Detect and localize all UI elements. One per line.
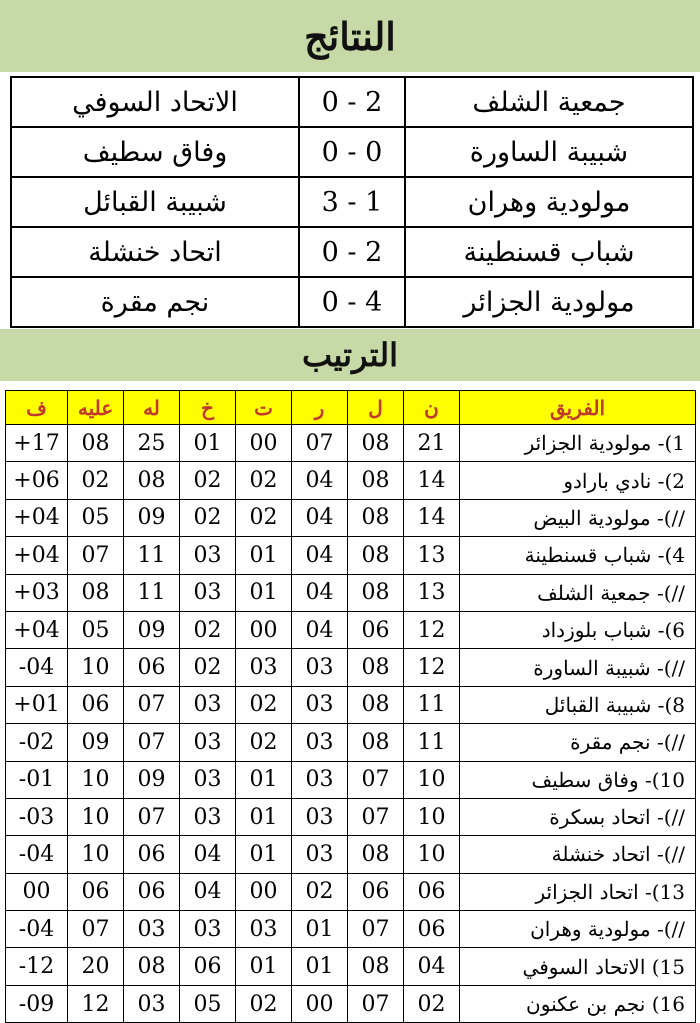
stat-cell: 03 xyxy=(292,686,348,723)
stat-cell: 11 xyxy=(124,537,180,574)
stat-cell: 12 xyxy=(68,985,124,1022)
stat-cell: 04- xyxy=(6,649,68,686)
stat-cell: 03 xyxy=(180,537,236,574)
team-name: 1)- مولودية الجزائر xyxy=(460,425,696,462)
stat-cell: 12- xyxy=(6,948,68,985)
team-name: 6)- شباب بلوزداد xyxy=(460,611,696,648)
column-header: الفريق xyxy=(460,391,696,425)
stat-cell: 07 xyxy=(348,798,404,835)
stat-cell: 03 xyxy=(180,798,236,835)
stat-cell: 12 xyxy=(404,611,460,648)
stat-cell: 03 xyxy=(292,798,348,835)
home-team: مولودية الجزائر xyxy=(405,277,693,327)
stat-cell: 14 xyxy=(404,462,460,499)
stat-cell: 14 xyxy=(404,499,460,536)
stat-cell: 01 xyxy=(236,574,292,611)
result-row xyxy=(11,177,693,227)
result-row xyxy=(11,277,693,327)
stat-cell: 06 xyxy=(124,836,180,873)
stat-cell: 06 xyxy=(68,873,124,910)
stat-cell: 04 xyxy=(180,873,236,910)
standings-row xyxy=(6,649,696,686)
home-team: مولودية وهران xyxy=(405,177,693,227)
stat-cell: 07 xyxy=(124,798,180,835)
stat-cell: 08 xyxy=(348,499,404,536)
team-name: //)- اتحاد بسكرة xyxy=(460,798,696,835)
stat-cell: 03 xyxy=(292,761,348,798)
match-score: 3 - 1 xyxy=(299,177,405,227)
stat-cell: 06 xyxy=(348,611,404,648)
stat-cell: 06 xyxy=(68,686,124,723)
team-name: 15) الاتحاد السوفي xyxy=(460,948,696,985)
stat-cell: 01 xyxy=(236,761,292,798)
standings-row xyxy=(6,724,696,761)
home-team: شبيبة الساورة xyxy=(405,127,693,177)
stat-cell: 04 xyxy=(292,611,348,648)
away-team: نجم مقرة xyxy=(11,277,299,327)
match-score: 0 - 4 xyxy=(299,277,405,327)
stat-cell: 04- xyxy=(6,836,68,873)
column-header: ر xyxy=(292,391,348,425)
standings-row xyxy=(6,985,696,1022)
stat-cell: 05 xyxy=(68,499,124,536)
team-name: //)- جمعية الشلف xyxy=(460,574,696,611)
stat-cell: 07 xyxy=(68,911,124,948)
standings-title: الترتيب xyxy=(0,329,700,381)
stat-cell: 02 xyxy=(236,462,292,499)
stat-cell: 07 xyxy=(348,761,404,798)
stat-cell: 25 xyxy=(124,425,180,462)
stat-cell: 08 xyxy=(348,948,404,985)
stat-cell: 00 xyxy=(236,873,292,910)
stat-cell: 08 xyxy=(348,724,404,761)
column-header: له xyxy=(124,391,180,425)
stat-cell: 01 xyxy=(236,836,292,873)
stat-cell: 12 xyxy=(404,649,460,686)
standings-row xyxy=(6,686,696,723)
column-header: ن xyxy=(404,391,460,425)
column-header: خ xyxy=(180,391,236,425)
stat-cell: 05 xyxy=(180,985,236,1022)
result-row xyxy=(11,227,693,277)
stat-cell: 03 xyxy=(180,761,236,798)
stat-cell: 13 xyxy=(404,574,460,611)
stat-cell: 08 xyxy=(68,425,124,462)
team-name: //)- نجم مقرة xyxy=(460,724,696,761)
stat-cell: 06 xyxy=(124,873,180,910)
stat-cell: 01+ xyxy=(6,686,68,723)
team-name: 16) نجم بن عكنون xyxy=(460,985,696,1022)
stat-cell: 04 xyxy=(292,499,348,536)
team-name: //)- شبيبة الساورة xyxy=(460,649,696,686)
match-score: 0 - 2 xyxy=(299,77,405,127)
stat-cell: 10 xyxy=(404,836,460,873)
results-title: النتائج xyxy=(0,0,700,72)
stat-cell: 08 xyxy=(124,948,180,985)
stat-cell: 02 xyxy=(180,462,236,499)
stat-cell: 03 xyxy=(180,686,236,723)
team-name: 13)- اتحاد الجزائر xyxy=(460,873,696,910)
column-header: عليه xyxy=(68,391,124,425)
stat-cell: 17+ xyxy=(6,425,68,462)
stat-cell: 02 xyxy=(180,649,236,686)
standings-row xyxy=(6,798,696,835)
team-name: 2)- نادي بارادو xyxy=(460,462,696,499)
stat-cell: 01 xyxy=(292,948,348,985)
home-team: جمعية الشلف xyxy=(405,77,693,127)
stat-cell: 03 xyxy=(124,985,180,1022)
stat-cell: 03 xyxy=(180,911,236,948)
stat-cell: 09 xyxy=(124,499,180,536)
stat-cell: 09 xyxy=(124,761,180,798)
stat-cell: 21 xyxy=(404,425,460,462)
away-team: شبيبة القبائل xyxy=(11,177,299,227)
team-name: 4)- شباب قسنطينة xyxy=(460,537,696,574)
away-team: وفاق سطيف xyxy=(11,127,299,177)
stat-cell: 10 xyxy=(68,836,124,873)
stat-cell: 06 xyxy=(124,649,180,686)
column-header: ت xyxy=(236,391,292,425)
standings-row xyxy=(6,425,696,462)
stat-cell: 01- xyxy=(6,761,68,798)
match-score: 0 - 2 xyxy=(299,227,405,277)
stat-cell: 01 xyxy=(236,537,292,574)
stat-cell: 00 xyxy=(236,425,292,462)
stat-cell: 10 xyxy=(68,761,124,798)
standings-header-row xyxy=(6,391,696,425)
stat-cell: 08 xyxy=(348,462,404,499)
stat-cell: 04+ xyxy=(6,499,68,536)
stat-cell: 03- xyxy=(6,798,68,835)
match-score: 0 - 0 xyxy=(299,127,405,177)
standings-row xyxy=(6,611,696,648)
stat-cell: 02 xyxy=(180,611,236,648)
stat-cell: 00 xyxy=(6,873,68,910)
stat-cell: 04 xyxy=(404,948,460,985)
stat-cell: 01 xyxy=(292,911,348,948)
stat-cell: 07 xyxy=(348,985,404,1022)
stat-cell: 07 xyxy=(348,911,404,948)
stat-cell: 01 xyxy=(236,798,292,835)
team-name: 8)- شبيبة القبائل xyxy=(460,686,696,723)
standings-row xyxy=(6,911,696,948)
team-name: //)- اتحاد خنشلة xyxy=(460,836,696,873)
stat-cell: 01 xyxy=(236,948,292,985)
stat-cell: 07 xyxy=(292,425,348,462)
stat-cell: 08 xyxy=(348,686,404,723)
stat-cell: 03 xyxy=(124,911,180,948)
team-name: //)- مولودية البيض xyxy=(460,499,696,536)
stat-cell: 11 xyxy=(404,724,460,761)
stat-cell: 11 xyxy=(124,574,180,611)
stat-cell: 08 xyxy=(68,574,124,611)
stat-cell: 01 xyxy=(180,425,236,462)
stat-cell: 02 xyxy=(68,462,124,499)
column-header: ل xyxy=(348,391,404,425)
standings-row xyxy=(6,836,696,873)
stat-cell: 02 xyxy=(404,985,460,1022)
stat-cell: 02 xyxy=(292,873,348,910)
stat-cell: 06 xyxy=(348,873,404,910)
stat-cell: 10 xyxy=(68,798,124,835)
column-header: ف xyxy=(6,391,68,425)
stat-cell: 08 xyxy=(348,836,404,873)
stat-cell: 04+ xyxy=(6,611,68,648)
stat-cell: 00 xyxy=(292,985,348,1022)
stat-cell: 08 xyxy=(124,462,180,499)
stat-cell: 11 xyxy=(404,686,460,723)
stat-cell: 07 xyxy=(124,724,180,761)
away-team: الاتحاد السوفي xyxy=(11,77,299,127)
stat-cell: 08 xyxy=(348,574,404,611)
stat-cell: 08 xyxy=(348,537,404,574)
stat-cell: 00 xyxy=(236,611,292,648)
stat-cell: 03 xyxy=(180,574,236,611)
stat-cell: 13 xyxy=(404,537,460,574)
stat-cell: 02- xyxy=(6,724,68,761)
stat-cell: 04- xyxy=(6,911,68,948)
stat-cell: 07 xyxy=(68,537,124,574)
stat-cell: 05 xyxy=(68,611,124,648)
stat-cell: 10 xyxy=(404,798,460,835)
result-row xyxy=(11,77,693,127)
standings-row xyxy=(6,948,696,985)
results-table xyxy=(10,76,694,328)
stat-cell: 04+ xyxy=(6,537,68,574)
stat-cell: 10 xyxy=(404,761,460,798)
stat-cell: 03 xyxy=(236,649,292,686)
standings-table xyxy=(5,390,696,1023)
stat-cell: 03 xyxy=(236,911,292,948)
standings-row xyxy=(6,873,696,910)
stat-cell: 06 xyxy=(404,911,460,948)
stat-cell: 06 xyxy=(180,948,236,985)
stat-cell: 03 xyxy=(292,836,348,873)
stat-cell: 06+ xyxy=(6,462,68,499)
stat-cell: 04 xyxy=(180,836,236,873)
stat-cell: 10 xyxy=(68,649,124,686)
stat-cell: 09 xyxy=(124,611,180,648)
stat-cell: 09 xyxy=(68,724,124,761)
stat-cell: 04 xyxy=(292,574,348,611)
stat-cell: 02 xyxy=(236,686,292,723)
team-name: 10)- وفاق سطيف xyxy=(460,761,696,798)
team-name: //)- مولودية وهران xyxy=(460,911,696,948)
stat-cell: 02 xyxy=(236,499,292,536)
stat-cell: 06 xyxy=(404,873,460,910)
stat-cell: 04 xyxy=(292,537,348,574)
stat-cell: 03 xyxy=(180,724,236,761)
stat-cell: 02 xyxy=(236,985,292,1022)
stat-cell: 08 xyxy=(348,649,404,686)
stat-cell: 07 xyxy=(124,686,180,723)
stat-cell: 02 xyxy=(236,724,292,761)
stat-cell: 20 xyxy=(68,948,124,985)
standings-row xyxy=(6,462,696,499)
standings-row xyxy=(6,537,696,574)
standings-row xyxy=(6,499,696,536)
stat-cell: 03+ xyxy=(6,574,68,611)
result-row xyxy=(11,127,693,177)
standings-row xyxy=(6,574,696,611)
stat-cell: 03 xyxy=(292,649,348,686)
stat-cell: 09- xyxy=(6,985,68,1022)
home-team: شباب قسنطينة xyxy=(405,227,693,277)
stat-cell: 04 xyxy=(292,462,348,499)
stat-cell: 08 xyxy=(348,425,404,462)
away-team: اتحاد خنشلة xyxy=(11,227,299,277)
stat-cell: 03 xyxy=(292,724,348,761)
standings-row xyxy=(6,761,696,798)
stat-cell: 02 xyxy=(180,499,236,536)
